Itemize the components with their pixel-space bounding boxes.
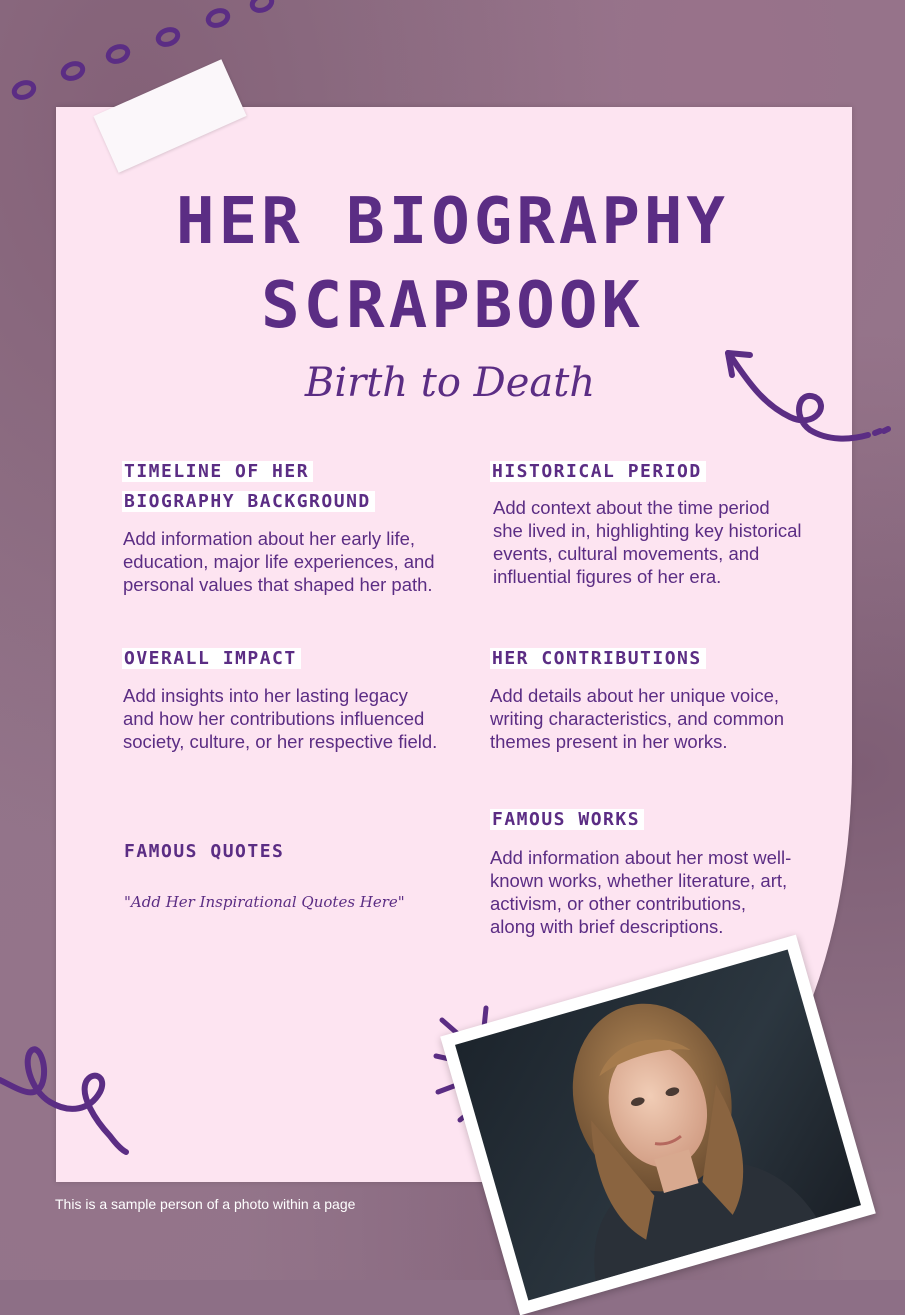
contributions-text: Add details about her unique voice, writing characteristics, and common themes present in her works. (490, 685, 785, 752)
timeline-heading-line-1: TIMELINE OF HER (122, 461, 313, 482)
historical-heading: HISTORICAL PERIOD (490, 457, 706, 487)
timeline-heading-line-2: BIOGRAPHY BACKGROUND (122, 491, 375, 512)
subtitle: Birth to Death (304, 360, 596, 406)
curly-arrow-icon (720, 345, 900, 455)
title-line-2: SCRAPBOOK (261, 269, 644, 343)
contributions-heading: HER CONTRIBUTIONS (490, 644, 706, 674)
timeline-text: Add information about her early life, education, major life experiences, and personal values that shaped her path. (123, 528, 435, 595)
works-heading: FAMOUS WORKS (490, 805, 644, 835)
title-line-1: HER BIOGRAPHY (176, 185, 729, 259)
impact-text: Add insights into her lasting legacy and how her contributions influenced society, culture, or her respective field. (123, 685, 438, 752)
page-title (80, 180, 825, 348)
quotes-heading: FAMOUS QUOTES (124, 841, 285, 862)
quote-text: "Add Her Inspirational Quotes Here" (124, 893, 405, 911)
timeline-heading (122, 457, 375, 517)
loop-doodle-icon (0, 1040, 140, 1160)
photo-caption: This is a sample person of a photo within a page (55, 1196, 356, 1212)
historical-text: Add context about the time period she lived in, highlighting key historical events, cultural movements, and influential figures of her era. (493, 497, 802, 587)
impact-heading: OVERALL IMPACT (122, 644, 301, 674)
works-text: Add information about her most well-known works, whether literature, art, activism, or other contributions, along with brief descriptions. (490, 847, 792, 937)
